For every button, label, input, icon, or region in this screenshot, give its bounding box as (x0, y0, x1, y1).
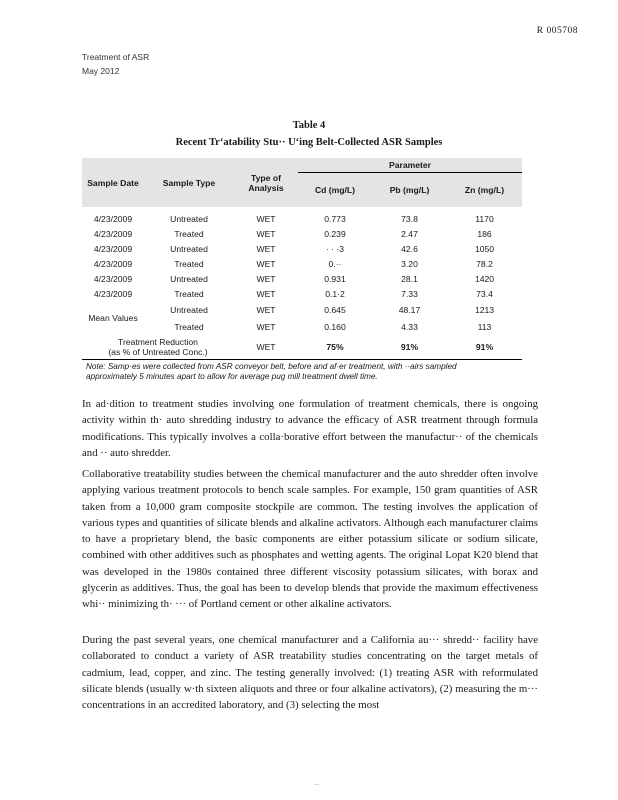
table-row (82, 207, 522, 226)
cell-cd: · · ·3 (325, 243, 345, 254)
cell-pb-reduction: 91% (400, 342, 419, 352)
cell-analysis: WET (256, 304, 276, 315)
cell-date: 4/23/2009 (93, 213, 133, 224)
table-row (82, 286, 522, 301)
page-mark: ·· (314, 780, 320, 789)
cell-analysis: WET (256, 213, 276, 224)
table-row (82, 241, 522, 256)
cell-cd: 0.1·2 (325, 288, 345, 299)
note-line-2: approximately 5 minutes apart to allow for average pug mill treatment dwell time. (86, 372, 378, 381)
cell-analysis: WET (256, 321, 276, 332)
paragraph-3: During the past several years, one chemical manufacturer and a California au··· shredd·· facility have collaborated to conduct a variety of ASR treatability studies concentrating on the target metals of cadmium, lead, copper, and zinc. The testing generally involved: (1) treating ASR with reformulated silicate blends (usually w·th sixteen aliquots and three or four alkaline activators), (2) measuring the m··· concentrations in an accredited laboratory, and (3) selecting the most (82, 634, 538, 712)
treatability-table (82, 158, 522, 360)
cell-analysis: WET (256, 273, 276, 284)
mean-row-treated (82, 318, 522, 335)
header-pb: Pb (mg/L) (372, 173, 447, 208)
cell-type: Treated (174, 228, 204, 239)
paragraph-2: Collaborative treatability studies between the chemical manufacturer and the auto shredder often involve applying various treatment protocols to bench scale samples. For example, 150 gram quantities of ASR taken from a 10,000 gram composite stockpile are common. The testing involves the application of various types and quantities of silicate blends and alkaline activators. Although each manufacturer claims to have a proprietary blend, the basic components are either potassium silicate or sodium silicate, combined with other additives such as phosphates and wetting agents. The original Lopat K20 blend that was developed in the 1980s contained three different viscosity potassium silicates, with borax and glycerin as additives. Thus, the goal has been to develop blends that provide the maximum effectiveness whi·· minimizing th· ··· of Portland cement or other alkaline activators. (82, 468, 538, 611)
header-zn: Zn (mg/L) (447, 173, 522, 208)
cell-analysis: WET (256, 228, 276, 239)
cell-pb: 42.6 (401, 243, 418, 254)
header-type-of-analysis: Type of Analysis (234, 158, 298, 207)
cell-cd: 0.·· (328, 258, 342, 269)
table-row (82, 271, 522, 286)
cell-type: Treated (174, 321, 204, 332)
mean-values-label: Mean Values (88, 313, 138, 323)
cell-cd: 0.160 (324, 321, 346, 332)
cell-zn: 186 (477, 228, 492, 239)
header-parameter: Parameter (298, 158, 522, 173)
reduction-label-line2: (as % of Untreated Conc.) (108, 347, 208, 357)
bates-number: R 005708 (536, 26, 578, 36)
reduction-label-line1: Treatment Reduction (118, 337, 198, 347)
cell-type: Treated (174, 258, 204, 269)
cell-type: Untreated (170, 243, 208, 254)
cell-zn: 73.4 (476, 288, 493, 299)
cell-type: Untreated (170, 304, 208, 315)
table-row (82, 226, 522, 241)
table-number: Table 4 (292, 120, 326, 131)
cell-zn-reduction: 91% (475, 342, 494, 352)
cell-date: 4/23/2009 (93, 243, 133, 254)
cell-cd: 0.239 (324, 228, 346, 239)
header-sample-type: Sample Type (144, 158, 234, 207)
reduction-row (82, 335, 522, 360)
cell-cd: 0.645 (324, 304, 346, 315)
table-row (82, 256, 522, 271)
cell-analysis: WET (256, 243, 276, 254)
table-title: Recent Trʻatability Stu·· Uʻing Belt-Collected ASR Samples (175, 137, 443, 148)
cell-pb: 48.17 (398, 304, 421, 315)
note-line-1: Note: Samp·es were collected from ASR conveyor belt, before and af·er treatment, with ··airs sampled (86, 362, 457, 371)
cell-pb: 2.47 (401, 228, 418, 239)
cell-zn: 1050 (474, 243, 495, 254)
cell-zn: 113 (477, 321, 492, 332)
cell-pb: 7.33 (401, 288, 418, 299)
cell-date: 4/23/2009 (93, 228, 133, 239)
cell-cd-reduction: 75% (326, 342, 344, 352)
header-title: Treatment of ASR (82, 52, 150, 62)
reduction-label (82, 335, 234, 360)
header-date: May 2012 (82, 66, 120, 76)
cell-zn: 78.2 (476, 258, 493, 269)
cell-zn: 1420 (474, 273, 495, 284)
running-header (82, 50, 149, 78)
cell-pb: 28.1 (401, 273, 418, 284)
cell-type: Treated (174, 288, 204, 299)
cell-date: 4/23/2009 (93, 258, 133, 269)
paragraph-1: In ad·dition to treatment studies involving one formulation of treatment chemicals, there is ongoing activity within th· auto shredding industry to advance the efficacy of ASR treatment through formula modifications. This typically involves a colla·borative effort between the manufactur·· of the chemicals and ·· auto shredder. (82, 398, 538, 459)
cell-date: 4/23/2009 (93, 288, 133, 299)
header-sample-date: Sample Date (82, 158, 144, 207)
cell-zn: 1170 (475, 213, 494, 224)
header-cd: Cd (mg/L) (298, 173, 372, 208)
cell-analysis: WET (256, 288, 276, 299)
cell-type: Untreated (170, 213, 208, 224)
mean-row-untreated (82, 301, 522, 318)
cell-pb: 3.20 (401, 258, 418, 269)
cell-pb: 73.8 (401, 213, 418, 224)
cell-zn: 1213 (474, 304, 495, 315)
cell-type: Untreated (170, 273, 208, 284)
cell-analysis: WET (256, 342, 276, 352)
cell-pb: 4.33 (401, 321, 418, 332)
cell-cd: 0.931 (324, 273, 346, 284)
cell-analysis: WET (256, 258, 276, 269)
table-note (86, 362, 536, 382)
cell-cd: 0.773 (324, 213, 346, 224)
cell-date: 4/23/2009 (93, 273, 133, 284)
